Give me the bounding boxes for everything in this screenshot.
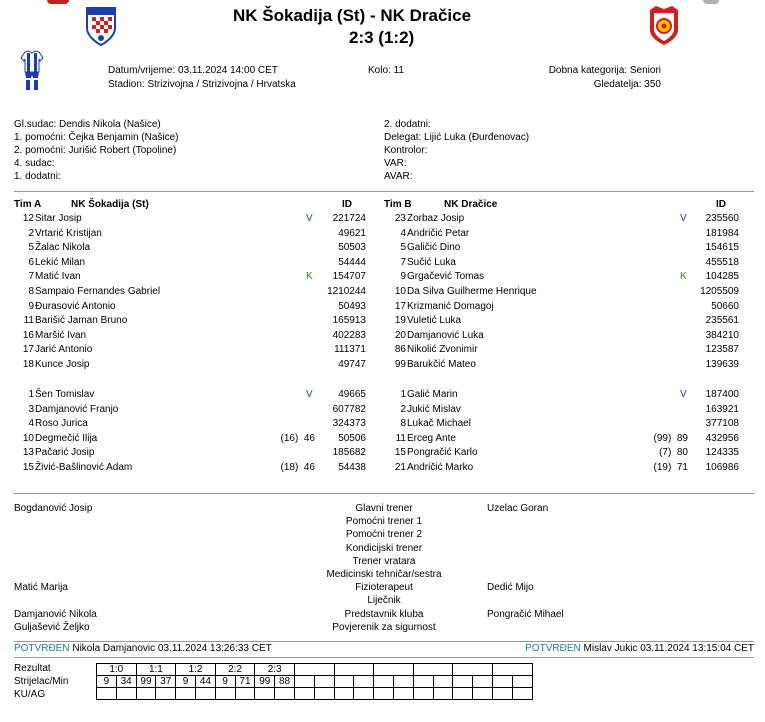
staff-team-b-name: Pongračić Mihael xyxy=(487,608,564,620)
player-id: 324373 xyxy=(332,418,366,430)
player-name: Sampaio Fernandes Gabriel xyxy=(35,286,161,297)
player-id: 49621 xyxy=(338,227,366,239)
scorer-cell xyxy=(334,676,354,688)
scorer-cell xyxy=(413,676,433,688)
scorer-cell: 71 xyxy=(235,676,255,688)
player-id: 187400 xyxy=(705,389,739,400)
confirm-team-b-text: Mislav Jukic 03.11.2024 13:15:04 CET xyxy=(583,643,754,654)
player-name: Galičić Dino xyxy=(407,242,461,254)
kuag-cell xyxy=(176,688,196,700)
scorer-cell: 9 xyxy=(176,676,196,688)
player-name: Damjanović Luka xyxy=(407,329,484,341)
age-category: Dobna kategorija: Seniori xyxy=(548,65,661,76)
player-number: 3 xyxy=(28,403,34,415)
staff-team-b-name: Uzelac Goran xyxy=(487,503,549,514)
divider-confirm xyxy=(14,657,754,658)
goalkeeper-mark: V xyxy=(306,213,313,224)
player-id: 49747 xyxy=(338,359,366,370)
scorer-cell xyxy=(492,676,512,688)
player-id: 165913 xyxy=(332,315,366,327)
player-id: 432956 xyxy=(705,432,739,444)
kuag-label: KU/AG xyxy=(14,689,46,700)
player-number: 11 xyxy=(23,315,34,327)
kuag-cell xyxy=(195,688,215,700)
player-number: 19 xyxy=(394,315,406,327)
player-number: 21 xyxy=(394,462,406,473)
player-number: 17 xyxy=(22,344,34,356)
kuag-cell xyxy=(275,688,295,700)
confirm-team-b xyxy=(525,643,754,655)
player-number: 7 xyxy=(28,271,34,283)
official-line: VAR: xyxy=(384,158,407,169)
confirm-team-b-tag: POTVRĐEN xyxy=(525,643,581,654)
player-number: 12 xyxy=(22,213,34,224)
player-name: Jukić Mislav xyxy=(407,403,461,415)
substitution-info: (19) 71 xyxy=(653,462,688,473)
scorer-cell: 44 xyxy=(195,676,215,688)
player-name: Jarić Antonio xyxy=(35,344,93,356)
substitution-info: (16) 46 xyxy=(280,432,315,444)
player-id: 455518 xyxy=(705,256,739,268)
scorer-cell xyxy=(473,676,493,688)
result-score-cell: 1:1 xyxy=(136,664,176,676)
player-id: 1210244 xyxy=(327,286,366,297)
staff-team-a-name: Matić Marija xyxy=(14,582,68,594)
match-stadium: Stadion: Strizivojna / Strizivojna / Hrvatska xyxy=(108,79,296,90)
kuag-cell xyxy=(374,688,394,700)
kuag-cell xyxy=(512,688,532,700)
player-id: 49665 xyxy=(338,389,366,400)
player-name: Živić-Bašlinović Adam xyxy=(35,462,133,473)
result-table xyxy=(96,663,533,700)
player-number: 10 xyxy=(394,286,406,297)
player-number: 5 xyxy=(400,242,406,254)
kuag-cell xyxy=(156,688,176,700)
player-name: Sučić Luka xyxy=(407,256,456,268)
staff-role: Glavni trener xyxy=(355,503,413,514)
confirm-team-a-text: Nikola Damjanovic 03.11.2024 13:26:33 CET xyxy=(72,643,272,654)
scorer-cell xyxy=(354,676,374,688)
player-id: 50506 xyxy=(338,432,366,444)
scorer-cell xyxy=(453,676,473,688)
player-name: Damjanović Franjo xyxy=(35,403,119,415)
player-name: Galić Marin xyxy=(407,389,458,400)
player-number: 86 xyxy=(394,344,406,356)
player-id: 235561 xyxy=(705,315,739,327)
goalkeeper-mark: V xyxy=(680,213,687,224)
staff-team-a-name: Damjanović Nikola xyxy=(14,608,97,620)
player-number: 11 xyxy=(395,432,406,444)
player-id: 54438 xyxy=(338,462,366,473)
staff-team-b-name: Dedić Mijo xyxy=(487,582,534,594)
player-name: Pongračić Karlo xyxy=(407,447,478,459)
player-id: 124335 xyxy=(705,447,739,459)
player-id: 50503 xyxy=(338,242,366,254)
substitution-info: (18) 46 xyxy=(280,462,315,473)
player-id: 377108 xyxy=(705,418,739,430)
player-name: Grgačević Tomas xyxy=(407,271,485,283)
team-a-label: Tim A xyxy=(14,199,42,210)
player-name: Đurasović Antonio xyxy=(35,300,116,312)
divider-staff xyxy=(14,641,754,642)
team-b-id-header: ID xyxy=(716,199,726,210)
player-name: Barišić Jaman Bruno xyxy=(35,315,128,327)
kuag-cell xyxy=(235,688,255,700)
player-name: Zorbaz Josip xyxy=(407,213,465,224)
result-score-cell: 2:3 xyxy=(255,664,295,676)
staff-role: Medicinski tehničar/sestra xyxy=(326,569,442,580)
player-name: Lukač Michael xyxy=(407,418,471,430)
team-b-name: NK Dračice xyxy=(444,199,498,210)
staff-role: Povjerenik za sigurnost xyxy=(332,621,436,633)
kuag-cell xyxy=(314,688,334,700)
staff-role: Predstavnik kluba xyxy=(344,608,424,620)
team-kit-icon xyxy=(20,50,44,92)
player-name: Nikolić Zvonimir xyxy=(407,344,478,356)
player-name: Lekić Milan xyxy=(35,256,86,268)
scorer-cell xyxy=(512,676,532,688)
player-name: Kunce Josip xyxy=(35,359,90,370)
player-number: 99 xyxy=(394,359,406,370)
player-id: 163921 xyxy=(705,403,739,415)
player-id: 607782 xyxy=(332,403,366,415)
player-id: 402283 xyxy=(332,329,366,341)
player-name: Andričić Marko xyxy=(407,462,474,473)
kuag-cell xyxy=(136,688,156,700)
scorer-cell: 34 xyxy=(116,676,136,688)
player-number: 7 xyxy=(400,256,406,268)
partial-logo-left xyxy=(47,0,69,4)
player-id: 111371 xyxy=(334,344,366,356)
player-id: 50660 xyxy=(711,300,739,312)
kuag-cell xyxy=(116,688,136,700)
player-name: Krizmanić Domagoj xyxy=(407,300,494,312)
staff-role: Pomoćni trener 1 xyxy=(345,516,423,528)
result-table-row xyxy=(97,664,533,676)
scorer-cell xyxy=(294,676,314,688)
player-name: Šen Tomislav xyxy=(35,389,95,400)
result-table-row xyxy=(97,688,533,700)
player-id: 384210 xyxy=(705,329,739,341)
team-a-id-header: ID xyxy=(342,199,352,210)
kuag-cell xyxy=(255,688,275,700)
player-name: Da Silva Guilherme Henrique xyxy=(407,286,537,297)
dracice-crest-icon xyxy=(648,4,680,46)
scorer-cell: 88 xyxy=(275,676,295,688)
divider-lineups xyxy=(14,493,754,494)
player-name: Roso Jurica xyxy=(35,418,88,430)
player-name: Maršić Ivan xyxy=(35,329,87,341)
player-number: 16 xyxy=(22,329,34,341)
official-line: 1. dodatni: xyxy=(14,171,61,182)
confirm-team-a xyxy=(14,643,272,655)
kuag-cell xyxy=(393,688,413,700)
player-number: 23 xyxy=(394,213,406,224)
player-name: Barukčić Mateo xyxy=(407,359,476,370)
team-b-label: Tim B xyxy=(384,199,412,210)
player-name: Degmečić Ilija xyxy=(35,432,98,444)
player-name: Vuletić Luka xyxy=(407,315,462,327)
player-number: 18 xyxy=(22,359,34,370)
partial-logo-right xyxy=(703,0,719,4)
player-name: Pačarić Josip xyxy=(35,447,95,459)
player-id: 221724 xyxy=(332,213,366,224)
result-score-cell: 1:0 xyxy=(97,664,137,676)
kuag-cell xyxy=(294,688,314,700)
player-id: 104285 xyxy=(705,271,739,283)
player-number: 9 xyxy=(400,271,406,283)
official-line: Kontrolor: xyxy=(384,145,428,156)
player-number: 10 xyxy=(22,432,34,444)
player-id: 50493 xyxy=(338,300,366,312)
player-number: 20 xyxy=(394,329,406,341)
player-name: Matić Ivan xyxy=(35,271,81,283)
scorer-cell: 9 xyxy=(97,676,117,688)
result-score-cell: 1:2 xyxy=(176,664,216,676)
substitution-info: (7) 80 xyxy=(659,447,688,459)
kuag-cell xyxy=(492,688,512,700)
scorer-cell xyxy=(433,676,453,688)
staff-role: Fizioterapeut xyxy=(355,582,413,594)
kuag-cell xyxy=(334,688,354,700)
confirm-team-a-tag: POTVRĐEN xyxy=(14,643,70,654)
kuag-cell xyxy=(453,688,473,700)
player-number: 5 xyxy=(28,242,34,254)
scorer-cell: 37 xyxy=(156,676,176,688)
player-id: 154707 xyxy=(332,271,366,283)
player-number: 8 xyxy=(400,418,406,430)
kuag-cell xyxy=(97,688,117,700)
player-id: 123587 xyxy=(705,344,739,356)
substitution-info: (99) 89 xyxy=(653,432,688,444)
player-name: Erceg Ante xyxy=(407,432,456,444)
scorer-cell xyxy=(314,676,334,688)
player-number: 4 xyxy=(400,227,406,239)
official-line: AVAR: xyxy=(384,171,413,182)
scorer-cell: 9 xyxy=(215,676,235,688)
result-score-cell: 2:2 xyxy=(215,664,255,676)
scorer-cell xyxy=(393,676,413,688)
captain-mark: K xyxy=(306,271,313,283)
player-name: Vrtarić Kristijan xyxy=(35,227,102,239)
official-line: 1. pomoćni: Čejka Benjamin (Našice) xyxy=(14,132,179,143)
official-line: 2. pomoćni: Jurišić Robert (Topoline) xyxy=(14,145,177,156)
player-name: Žalac Nikola xyxy=(35,242,91,254)
official-line: 4. sudac: xyxy=(14,158,55,169)
kuag-cell xyxy=(473,688,493,700)
staff-team-a-name: Guljašević Željko xyxy=(14,621,90,633)
staff-role: Trener vratara xyxy=(352,555,416,567)
result-table-row xyxy=(97,676,533,688)
player-id: 154615 xyxy=(705,242,739,254)
match-title: NK Šokadija (St) - NK Dračice xyxy=(233,6,472,25)
player-number: 9 xyxy=(28,300,34,312)
player-number: 1 xyxy=(28,389,34,400)
result-score-cell xyxy=(334,664,374,676)
team-a-name: NK Šokadija (St) xyxy=(71,199,149,210)
player-number: 2 xyxy=(400,403,406,415)
staff-role: Kondicijski trener xyxy=(345,542,423,554)
kuag-cell xyxy=(433,688,453,700)
match-score: 2:3 (1:2) xyxy=(349,28,415,47)
player-id: 106986 xyxy=(705,462,739,473)
scorer-cell: 99 xyxy=(136,676,156,688)
match-round: Kolo: 11 xyxy=(368,65,404,76)
official-line: 2. dodatni: xyxy=(384,119,431,130)
divider-top xyxy=(14,191,754,192)
player-id: 235560 xyxy=(705,213,739,224)
scorer-cell xyxy=(374,676,394,688)
player-number: 17 xyxy=(394,300,406,312)
player-number: 13 xyxy=(22,447,34,459)
kuag-cell xyxy=(354,688,374,700)
player-number: 1 xyxy=(400,389,406,400)
result-score-cell xyxy=(492,664,532,676)
goalkeeper-mark: V xyxy=(306,389,313,400)
result-score-cell xyxy=(413,664,453,676)
match-datetime: Datum/vrijeme: 03.11.2024 14:00 CET xyxy=(108,65,278,76)
official-line: Gl.sudac: Dendis Nikola (Našice) xyxy=(14,119,161,130)
player-number: 6 xyxy=(28,256,34,268)
player-id: 54444 xyxy=(338,256,366,268)
sokadija-crest-icon xyxy=(84,4,118,46)
player-id: 139639 xyxy=(705,359,739,370)
result-score-cell xyxy=(374,664,414,676)
captain-mark: K xyxy=(680,271,687,283)
player-number: 15 xyxy=(394,447,406,459)
staff-role: Liječnik xyxy=(367,595,401,607)
staff-role: Pomoćni trener 2 xyxy=(345,529,423,541)
result-label: Rezultat xyxy=(14,663,51,674)
staff-team-a-name: Bogdanović Josip xyxy=(14,503,93,514)
player-id: 1205509 xyxy=(700,286,739,297)
spectators-count: Gledatelja: 350 xyxy=(593,79,661,90)
kuag-cell xyxy=(215,688,235,700)
player-id: 181984 xyxy=(705,227,739,239)
player-name: Sitar Josip xyxy=(35,213,82,224)
player-number: 2 xyxy=(28,227,34,239)
player-number: 4 xyxy=(28,418,34,430)
player-name: Andričić Petar xyxy=(407,227,470,239)
result-score-cell xyxy=(453,664,493,676)
player-number: 15 xyxy=(22,462,34,473)
player-number: 8 xyxy=(28,286,34,297)
result-score-cell xyxy=(294,664,334,676)
scorer-label: Strijelac/Min xyxy=(14,676,69,687)
player-id: 185682 xyxy=(332,447,366,459)
official-line: Delegat: Lijić Luka (Đurđenovac) xyxy=(384,132,530,143)
scorer-cell: 99 xyxy=(255,676,275,688)
goalkeeper-mark: V xyxy=(680,389,687,400)
kuag-cell xyxy=(413,688,433,700)
